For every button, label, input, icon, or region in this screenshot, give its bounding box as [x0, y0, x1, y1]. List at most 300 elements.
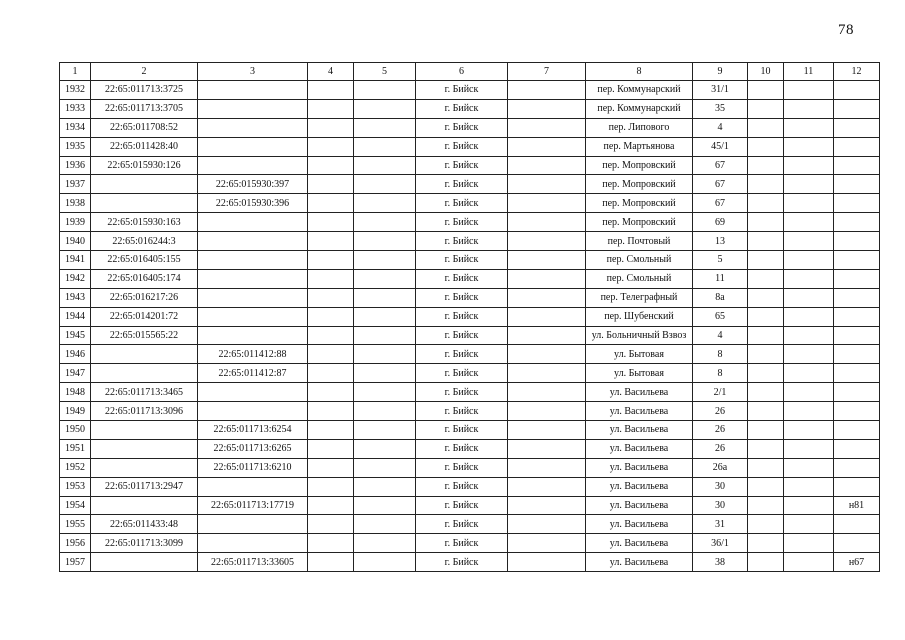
- cadastral-number-cell: 22:65:016244:3: [91, 232, 198, 251]
- city-cell: г. Бийск: [416, 137, 508, 156]
- col-10-cell: [748, 175, 784, 194]
- column-header-6: 6: [416, 63, 508, 81]
- city-cell: г. Бийск: [416, 175, 508, 194]
- linked-cadastral-cell: 22:65:011412:88: [198, 345, 308, 364]
- street-cell: пер. Мопровский: [586, 175, 693, 194]
- cadastral-number-cell: 22:65:011708:52: [91, 118, 198, 137]
- city-cell: г. Бийск: [416, 269, 508, 288]
- col-10-cell: [748, 156, 784, 175]
- col-10-cell: [748, 269, 784, 288]
- table-row: [60, 383, 880, 402]
- row-number-cell: 1946: [60, 345, 91, 364]
- col-11-cell: [784, 439, 834, 458]
- street-cell: пер. Липового: [586, 118, 693, 137]
- col-7-cell: [508, 175, 586, 194]
- column-header-12: 12: [834, 63, 880, 81]
- street-cell: ул. Васильева: [586, 402, 693, 421]
- row-number-cell: 1935: [60, 137, 91, 156]
- col-4-cell: [308, 458, 354, 477]
- table-row: [60, 364, 880, 383]
- house-number-cell: 26: [693, 439, 748, 458]
- table-row: [60, 175, 880, 194]
- street-cell: пер. Мартьянова: [586, 137, 693, 156]
- column-header-9: 9: [693, 63, 748, 81]
- col-4-cell: [308, 269, 354, 288]
- col-11-cell: [784, 175, 834, 194]
- col-7-cell: [508, 213, 586, 232]
- street-cell: ул. Бытовая: [586, 345, 693, 364]
- table-row: [60, 288, 880, 307]
- col-11-cell: [784, 402, 834, 421]
- city-cell: г. Бийск: [416, 477, 508, 496]
- col-4-cell: [308, 402, 354, 421]
- house-number-cell: 4: [693, 326, 748, 345]
- col-5-cell: [354, 553, 416, 572]
- note-cell: [834, 534, 880, 553]
- col-4-cell: [308, 364, 354, 383]
- city-cell: г. Бийск: [416, 496, 508, 515]
- street-cell: ул. Васильева: [586, 421, 693, 440]
- note-cell: [834, 439, 880, 458]
- linked-cadastral-cell: [198, 213, 308, 232]
- note-cell: [834, 269, 880, 288]
- linked-cadastral-cell: [198, 402, 308, 421]
- note-cell: [834, 345, 880, 364]
- table-row: [60, 496, 880, 515]
- col-10-cell: [748, 232, 784, 251]
- row-number-cell: 1941: [60, 251, 91, 270]
- cadastral-number-cell: 22:65:011433:48: [91, 515, 198, 534]
- city-cell: г. Бийск: [416, 156, 508, 175]
- col-10-cell: [748, 118, 784, 137]
- row-number-cell: 1957: [60, 553, 91, 572]
- row-number-cell: 1943: [60, 288, 91, 307]
- house-number-cell: 30: [693, 477, 748, 496]
- house-number-cell: 31/1: [693, 81, 748, 100]
- col-7-cell: [508, 194, 586, 213]
- col-10-cell: [748, 439, 784, 458]
- house-number-cell: 11: [693, 269, 748, 288]
- col-5-cell: [354, 81, 416, 100]
- row-number-cell: 1945: [60, 326, 91, 345]
- street-cell: ул. Бытовая: [586, 364, 693, 383]
- col-5-cell: [354, 364, 416, 383]
- street-cell: пер. Мопровский: [586, 213, 693, 232]
- col-11-cell: [784, 269, 834, 288]
- col-4-cell: [308, 383, 354, 402]
- house-number-cell: 2/1: [693, 383, 748, 402]
- col-11-cell: [784, 232, 834, 251]
- table-row: [60, 534, 880, 553]
- linked-cadastral-cell: 22:65:011713:6210: [198, 458, 308, 477]
- table-row: [60, 118, 880, 137]
- city-cell: г. Бийск: [416, 288, 508, 307]
- col-10-cell: [748, 326, 784, 345]
- col-4-cell: [308, 326, 354, 345]
- col-7-cell: [508, 515, 586, 534]
- cadastral-number-cell: 22:65:016217:26: [91, 288, 198, 307]
- linked-cadastral-cell: 22:65:015930:396: [198, 194, 308, 213]
- table-row: [60, 515, 880, 534]
- column-header-10: 10: [748, 63, 784, 81]
- col-7-cell: [508, 553, 586, 572]
- city-cell: г. Бийск: [416, 458, 508, 477]
- col-5-cell: [354, 307, 416, 326]
- col-10-cell: [748, 251, 784, 270]
- col-5-cell: [354, 269, 416, 288]
- col-4-cell: [308, 81, 354, 100]
- col-4-cell: [308, 156, 354, 175]
- note-cell: [834, 402, 880, 421]
- house-number-cell: 31: [693, 515, 748, 534]
- linked-cadastral-cell: [198, 383, 308, 402]
- city-cell: г. Бийск: [416, 99, 508, 118]
- table-row: [60, 156, 880, 175]
- col-10-cell: [748, 383, 784, 402]
- city-cell: г. Бийск: [416, 232, 508, 251]
- col-4-cell: [308, 232, 354, 251]
- linked-cadastral-cell: 22:65:015930:397: [198, 175, 308, 194]
- col-11-cell: [784, 553, 834, 572]
- col-4-cell: [308, 213, 354, 232]
- col-11-cell: [784, 251, 834, 270]
- table-row: [60, 99, 880, 118]
- page-number: 78: [838, 22, 854, 38]
- col-5-cell: [354, 288, 416, 307]
- row-number-cell: 1940: [60, 232, 91, 251]
- street-cell: пер. Коммунарский: [586, 81, 693, 100]
- cadastral-number-cell: 22:65:011428:40: [91, 137, 198, 156]
- table-row: [60, 402, 880, 421]
- row-number-cell: 1934: [60, 118, 91, 137]
- house-number-cell: 8: [693, 345, 748, 364]
- house-number-cell: 8: [693, 364, 748, 383]
- note-cell: [834, 458, 880, 477]
- col-11-cell: [784, 213, 834, 232]
- cadastral-number-cell: [91, 194, 198, 213]
- city-cell: г. Бийск: [416, 213, 508, 232]
- col-4-cell: [308, 118, 354, 137]
- row-number-cell: 1944: [60, 307, 91, 326]
- col-7-cell: [508, 251, 586, 270]
- street-cell: пер. Мопровский: [586, 156, 693, 175]
- row-number-cell: 1942: [60, 269, 91, 288]
- col-10-cell: [748, 307, 784, 326]
- row-number-cell: 1953: [60, 477, 91, 496]
- city-cell: г. Бийск: [416, 194, 508, 213]
- house-number-cell: 65: [693, 307, 748, 326]
- row-number-cell: 1938: [60, 194, 91, 213]
- note-cell: [834, 213, 880, 232]
- col-10-cell: [748, 213, 784, 232]
- col-11-cell: [784, 194, 834, 213]
- note-cell: [834, 477, 880, 496]
- note-cell: [834, 383, 880, 402]
- linked-cadastral-cell: 22:65:011713:17719: [198, 496, 308, 515]
- cadastral-number-cell: [91, 496, 198, 515]
- note-cell: [834, 137, 880, 156]
- street-cell: пер. Телеграфный: [586, 288, 693, 307]
- city-cell: г. Бийск: [416, 307, 508, 326]
- table-row: [60, 345, 880, 364]
- house-number-cell: 4: [693, 118, 748, 137]
- column-header-8: 8: [586, 63, 693, 81]
- col-10-cell: [748, 194, 784, 213]
- row-number-cell: 1951: [60, 439, 91, 458]
- cadastral-number-cell: 22:65:011713:3099: [91, 534, 198, 553]
- col-11-cell: [784, 477, 834, 496]
- column-header-2: 2: [91, 63, 198, 81]
- column-header-11: 11: [784, 63, 834, 81]
- house-number-cell: 30: [693, 496, 748, 515]
- col-10-cell: [748, 288, 784, 307]
- city-cell: г. Бийск: [416, 402, 508, 421]
- linked-cadastral-cell: [198, 534, 308, 553]
- house-number-cell: 8а: [693, 288, 748, 307]
- row-number-cell: 1954: [60, 496, 91, 515]
- city-cell: г. Бийск: [416, 421, 508, 440]
- house-number-cell: 26: [693, 421, 748, 440]
- linked-cadastral-cell: 22:65:011713:33605: [198, 553, 308, 572]
- col-7-cell: [508, 364, 586, 383]
- note-cell: [834, 232, 880, 251]
- col-7-cell: [508, 402, 586, 421]
- col-5-cell: [354, 232, 416, 251]
- note-cell: н81: [834, 496, 880, 515]
- col-7-cell: [508, 383, 586, 402]
- col-7-cell: [508, 118, 586, 137]
- col-7-cell: [508, 137, 586, 156]
- cadastral-number-cell: 22:65:011713:3725: [91, 81, 198, 100]
- street-cell: ул. Васильева: [586, 515, 693, 534]
- col-10-cell: [748, 534, 784, 553]
- col-11-cell: [784, 515, 834, 534]
- column-header-3: 3: [198, 63, 308, 81]
- street-cell: пер. Мопровский: [586, 194, 693, 213]
- table-row: [60, 194, 880, 213]
- row-number-cell: 1956: [60, 534, 91, 553]
- note-cell: [834, 421, 880, 440]
- cadastral-number-cell: [91, 553, 198, 572]
- col-5-cell: [354, 345, 416, 364]
- col-7-cell: [508, 421, 586, 440]
- city-cell: г. Бийск: [416, 81, 508, 100]
- col-5-cell: [354, 402, 416, 421]
- registry-table: [59, 62, 880, 572]
- col-5-cell: [354, 251, 416, 270]
- row-number-cell: 1948: [60, 383, 91, 402]
- table-row: [60, 213, 880, 232]
- col-10-cell: [748, 99, 784, 118]
- row-number-cell: 1937: [60, 175, 91, 194]
- col-11-cell: [784, 288, 834, 307]
- col-7-cell: [508, 496, 586, 515]
- house-number-cell: 38: [693, 553, 748, 572]
- col-11-cell: [784, 534, 834, 553]
- col-7-cell: [508, 156, 586, 175]
- note-cell: [834, 194, 880, 213]
- col-5-cell: [354, 477, 416, 496]
- table-row: [60, 458, 880, 477]
- col-4-cell: [308, 137, 354, 156]
- row-number-cell: 1939: [60, 213, 91, 232]
- col-10-cell: [748, 345, 784, 364]
- col-5-cell: [354, 515, 416, 534]
- cadastral-number-cell: 22:65:011713:2947: [91, 477, 198, 496]
- col-5-cell: [354, 421, 416, 440]
- row-number-cell: 1933: [60, 99, 91, 118]
- col-5-cell: [354, 326, 416, 345]
- col-11-cell: [784, 364, 834, 383]
- street-cell: ул. Васильева: [586, 477, 693, 496]
- linked-cadastral-cell: 22:65:011412:87: [198, 364, 308, 383]
- city-cell: г. Бийск: [416, 251, 508, 270]
- col-4-cell: [308, 477, 354, 496]
- col-10-cell: [748, 137, 784, 156]
- col-7-cell: [508, 99, 586, 118]
- row-number-cell: 1932: [60, 81, 91, 100]
- table-row: [60, 439, 880, 458]
- house-number-cell: 26: [693, 402, 748, 421]
- col-7-cell: [508, 345, 586, 364]
- cadastral-number-cell: [91, 364, 198, 383]
- cadastral-number-cell: [91, 175, 198, 194]
- note-cell: [834, 307, 880, 326]
- street-cell: ул. Васильева: [586, 458, 693, 477]
- col-4-cell: [308, 439, 354, 458]
- col-4-cell: [308, 194, 354, 213]
- cadastral-number-cell: 22:65:014201:72: [91, 307, 198, 326]
- city-cell: г. Бийск: [416, 118, 508, 137]
- city-cell: г. Бийск: [416, 345, 508, 364]
- street-cell: пер. Смольный: [586, 251, 693, 270]
- row-number-cell: 1936: [60, 156, 91, 175]
- street-cell: пер. Смольный: [586, 269, 693, 288]
- col-4-cell: [308, 345, 354, 364]
- table-row: [60, 307, 880, 326]
- linked-cadastral-cell: 22:65:011713:6254: [198, 421, 308, 440]
- column-header-1: 1: [60, 63, 91, 81]
- cadastral-number-cell: 22:65:016405:155: [91, 251, 198, 270]
- col-11-cell: [784, 326, 834, 345]
- house-number-cell: 67: [693, 156, 748, 175]
- col-5-cell: [354, 118, 416, 137]
- row-number-cell: 1947: [60, 364, 91, 383]
- city-cell: г. Бийск: [416, 534, 508, 553]
- cadastral-number-cell: 22:65:015565:22: [91, 326, 198, 345]
- row-number-cell: 1950: [60, 421, 91, 440]
- col-11-cell: [784, 458, 834, 477]
- note-cell: н67: [834, 553, 880, 572]
- col-10-cell: [748, 81, 784, 100]
- cadastral-number-cell: [91, 439, 198, 458]
- col-5-cell: [354, 383, 416, 402]
- col-10-cell: [748, 458, 784, 477]
- table-row: [60, 421, 880, 440]
- table-body: [60, 81, 880, 572]
- col-4-cell: [308, 553, 354, 572]
- house-number-cell: 5: [693, 251, 748, 270]
- col-11-cell: [784, 345, 834, 364]
- col-7-cell: [508, 439, 586, 458]
- table-row: [60, 137, 880, 156]
- row-number-cell: 1949: [60, 402, 91, 421]
- col-11-cell: [784, 137, 834, 156]
- col-4-cell: [308, 534, 354, 553]
- col-4-cell: [308, 515, 354, 534]
- col-7-cell: [508, 81, 586, 100]
- table-header-row: [60, 63, 880, 81]
- linked-cadastral-cell: [198, 81, 308, 100]
- city-cell: г. Бийск: [416, 553, 508, 572]
- house-number-cell: 67: [693, 175, 748, 194]
- col-5-cell: [354, 99, 416, 118]
- col-11-cell: [784, 421, 834, 440]
- linked-cadastral-cell: [198, 515, 308, 534]
- col-10-cell: [748, 553, 784, 572]
- col-7-cell: [508, 534, 586, 553]
- street-cell: ул. Васильева: [586, 383, 693, 402]
- note-cell: [834, 251, 880, 270]
- col-5-cell: [354, 156, 416, 175]
- col-5-cell: [354, 194, 416, 213]
- house-number-cell: 69: [693, 213, 748, 232]
- col-11-cell: [784, 118, 834, 137]
- note-cell: [834, 118, 880, 137]
- note-cell: [834, 515, 880, 534]
- col-10-cell: [748, 364, 784, 383]
- cadastral-number-cell: [91, 458, 198, 477]
- house-number-cell: 36/1: [693, 534, 748, 553]
- column-header-5: 5: [354, 63, 416, 81]
- col-5-cell: [354, 175, 416, 194]
- street-cell: пер. Почтовый: [586, 232, 693, 251]
- col-4-cell: [308, 175, 354, 194]
- col-7-cell: [508, 288, 586, 307]
- col-4-cell: [308, 251, 354, 270]
- cadastral-number-cell: 22:65:015930:163: [91, 213, 198, 232]
- col-10-cell: [748, 515, 784, 534]
- row-number-cell: 1952: [60, 458, 91, 477]
- note-cell: [834, 81, 880, 100]
- note-cell: [834, 288, 880, 307]
- city-cell: г. Бийск: [416, 383, 508, 402]
- col-10-cell: [748, 421, 784, 440]
- col-7-cell: [508, 458, 586, 477]
- linked-cadastral-cell: [198, 326, 308, 345]
- table-row: [60, 269, 880, 288]
- linked-cadastral-cell: [198, 288, 308, 307]
- col-11-cell: [784, 307, 834, 326]
- col-11-cell: [784, 496, 834, 515]
- cadastral-number-cell: 22:65:011713:3705: [91, 99, 198, 118]
- col-4-cell: [308, 421, 354, 440]
- note-cell: [834, 99, 880, 118]
- col-5-cell: [354, 439, 416, 458]
- col-10-cell: [748, 477, 784, 496]
- linked-cadastral-cell: [198, 99, 308, 118]
- linked-cadastral-cell: [198, 269, 308, 288]
- col-4-cell: [308, 496, 354, 515]
- col-7-cell: [508, 477, 586, 496]
- row-number-cell: 1955: [60, 515, 91, 534]
- column-header-4: 4: [308, 63, 354, 81]
- col-4-cell: [308, 307, 354, 326]
- linked-cadastral-cell: [198, 232, 308, 251]
- cadastral-number-cell: 22:65:011713:3465: [91, 383, 198, 402]
- street-cell: пер. Шубенский: [586, 307, 693, 326]
- col-11-cell: [784, 81, 834, 100]
